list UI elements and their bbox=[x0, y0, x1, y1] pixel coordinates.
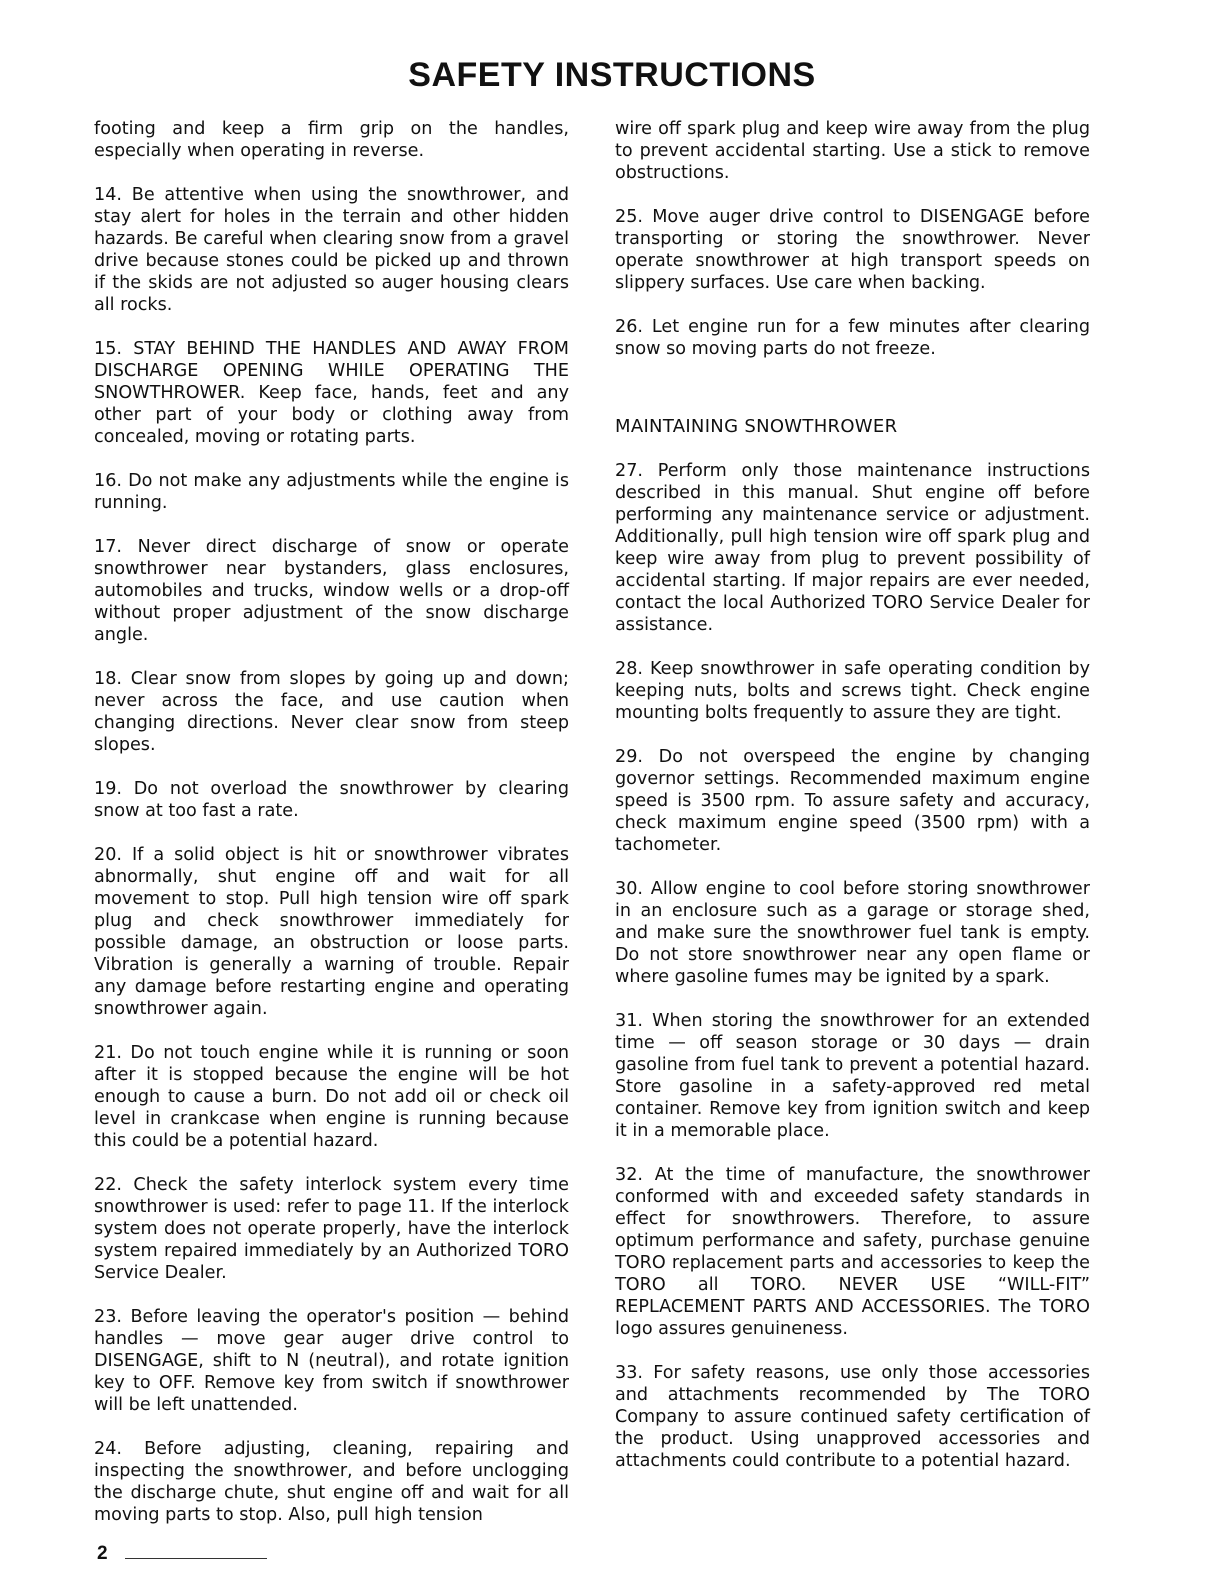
paragraph-24-continued: wire off spark plug and keep wire away from the plug to prevent accidental starting. Use a stick to remove obstructions. bbox=[615, 119, 1090, 183]
paragraph-13-continued: footing and keep a firm grip on the handles, especially when operating in reverse. bbox=[94, 119, 569, 161]
paragraph-28: 28. Keep snowthrower in safe operating condition by keeping nuts, bolts and screws tight. Check engine mounting bolts frequently to assure they are tight. bbox=[615, 659, 1090, 723]
section-heading-maintaining: MAINTAINING SNOWTHROWER bbox=[615, 416, 898, 437]
paragraph-15: 15. STAY BEHIND THE HANDLES AND AWAY FROM DISCHARGE OPENING WHILE OPERATING THE SNOWTHROWER. Keep face, hands, feet and any other part of your body or clothing away from concealed, moving or rotating parts. bbox=[94, 339, 569, 447]
paragraph-24: 24. Before adjusting, cleaning, repairing and inspecting the snowthrower, and before unclogging the discharge chute, shut engine off and wait for all moving parts to stop. Also, pull high tension bbox=[94, 1439, 569, 1525]
paragraph-25: 25. Move auger drive control to DISENGAGE before transporting or storing the snowthrower. Never operate snowthrower at high transport speeds on slippery surfaces. Use care when backing. bbox=[615, 207, 1090, 293]
paragraph-23: 23. Before leaving the operator's position — behind handles — move gear auger drive control to DISENGAGE, shift to N (neutral), and rotate ignition key to OFF. Remove key from switch if snowthrower will be left unattended. bbox=[94, 1307, 569, 1415]
paragraph-31: 31. When storing the snowthrower for an extended time — off season storage or 30 days — drain gasoline from fuel tank to prevent a potential hazard. Store gasoline in a safety-approved red metal container. Remove key from ignition switch and keep it in a memorable place. bbox=[615, 1011, 1090, 1141]
right-column bbox=[615, 118, 1090, 1472]
paragraph-20: 20. If a solid object is hit or snowthrower vibrates abnormally, shut engine off and wait for all movement to stop. Pull high tension wire off spark plug and check snowthrower immediately for possible damage, an obstruction or loose parts. Vibration is generally a warning of trouble. Repair any damage before restarting engine and operating snowthrower again. bbox=[94, 845, 569, 1019]
paragraph-30: 30. Allow engine to cool before storing snowthrower in an enclosure such as a garage or storage shed, and make sure the snowthrower fuel tank is empty. Do not store snowthrower near any open flame or where gasoline fumes may be ignited by a spark. bbox=[615, 879, 1090, 987]
paragraph-27: 27. Perform only those maintenance instructions described in this manual. Shut engine off before performing any maintenance service or adjustment. Additionally, pull high tension wire off spark plug and keep wire away from plug to prevent possibility of accidental starting. If major repairs are ever needed, contact the local Authorized TORO Service Dealer for assistance. bbox=[615, 461, 1090, 635]
paragraph-19: 19. Do not overload the snowthrower by clearing snow at too fast a rate. bbox=[94, 779, 569, 821]
paragraph-21: 21. Do not touch engine while it is running or soon after it is stopped because the engine will be hot enough to cause a burn. Do not add oil or check oil level in crankcase when engine is running because this could be a potential hazard. bbox=[94, 1043, 569, 1151]
paragraph-22: 22. Check the safety interlock system every time snowthrower is used: refer to page 11. If the interlock system does not operate properly, have the interlock system repaired immediately by an Authorized TORO Service Dealer. bbox=[94, 1175, 569, 1283]
paragraph-16: 16. Do not make any adjustments while the engine is running. bbox=[94, 471, 569, 513]
left-column bbox=[94, 118, 569, 1526]
paragraph-18: 18. Clear snow from slopes by going up and down; never across the face, and use caution when changing directions. Never clear snow from steep slopes. bbox=[94, 669, 569, 755]
paragraph-32: 32. At the time of manufacture, the snowthrower conformed with and exceeded safety standards in effect for snowthrowers. Therefore, to assure optimum performance and safety, purchase genuine TORO replacement parts and accessories to keep the TORO all TORO. NEVER USE “WILL-FIT” REPLACEMENT PARTS AND ACCESSORIES. The TORO logo assures genuineness. bbox=[615, 1165, 1090, 1339]
page-number: 2 bbox=[97, 1543, 108, 1564]
paragraph-29: 29. Do not overspeed the engine by changing governor settings. Recommended maximum engine speed is 3500 rpm. To assure safety and accuracy, check maximum engine speed (3500 rpm) with a tachometer. bbox=[615, 747, 1090, 855]
paragraph-14: 14. Be attentive when using the snowthrower, and stay alert for holes in the terrain and other hidden hazards. Be careful when clearing snow from a gravel drive because stones could be picked up and thrown if the skids are not adjusted so auger housing clears all rocks. bbox=[94, 185, 569, 315]
paragraph-26: 26. Let engine run for a few minutes after clearing snow so moving parts do not freeze. bbox=[615, 317, 1090, 359]
page-title: SAFETY INSTRUCTIONS bbox=[408, 56, 816, 94]
paragraph-33: 33. For safety reasons, use only those accessories and attachments recommended by The TORO Company to assure continued safety certification of the product. Using unapproved accessories and attachments could contribute to a potential hazard. bbox=[615, 1363, 1090, 1471]
footer-rule bbox=[125, 1558, 267, 1559]
paragraph-17: 17. Never direct discharge of snow or operate snowthrower near bystanders, glass enclosures, automobiles and trucks, window wells or a drop-off without proper adjustment of the snow discharge angle. bbox=[94, 537, 569, 645]
